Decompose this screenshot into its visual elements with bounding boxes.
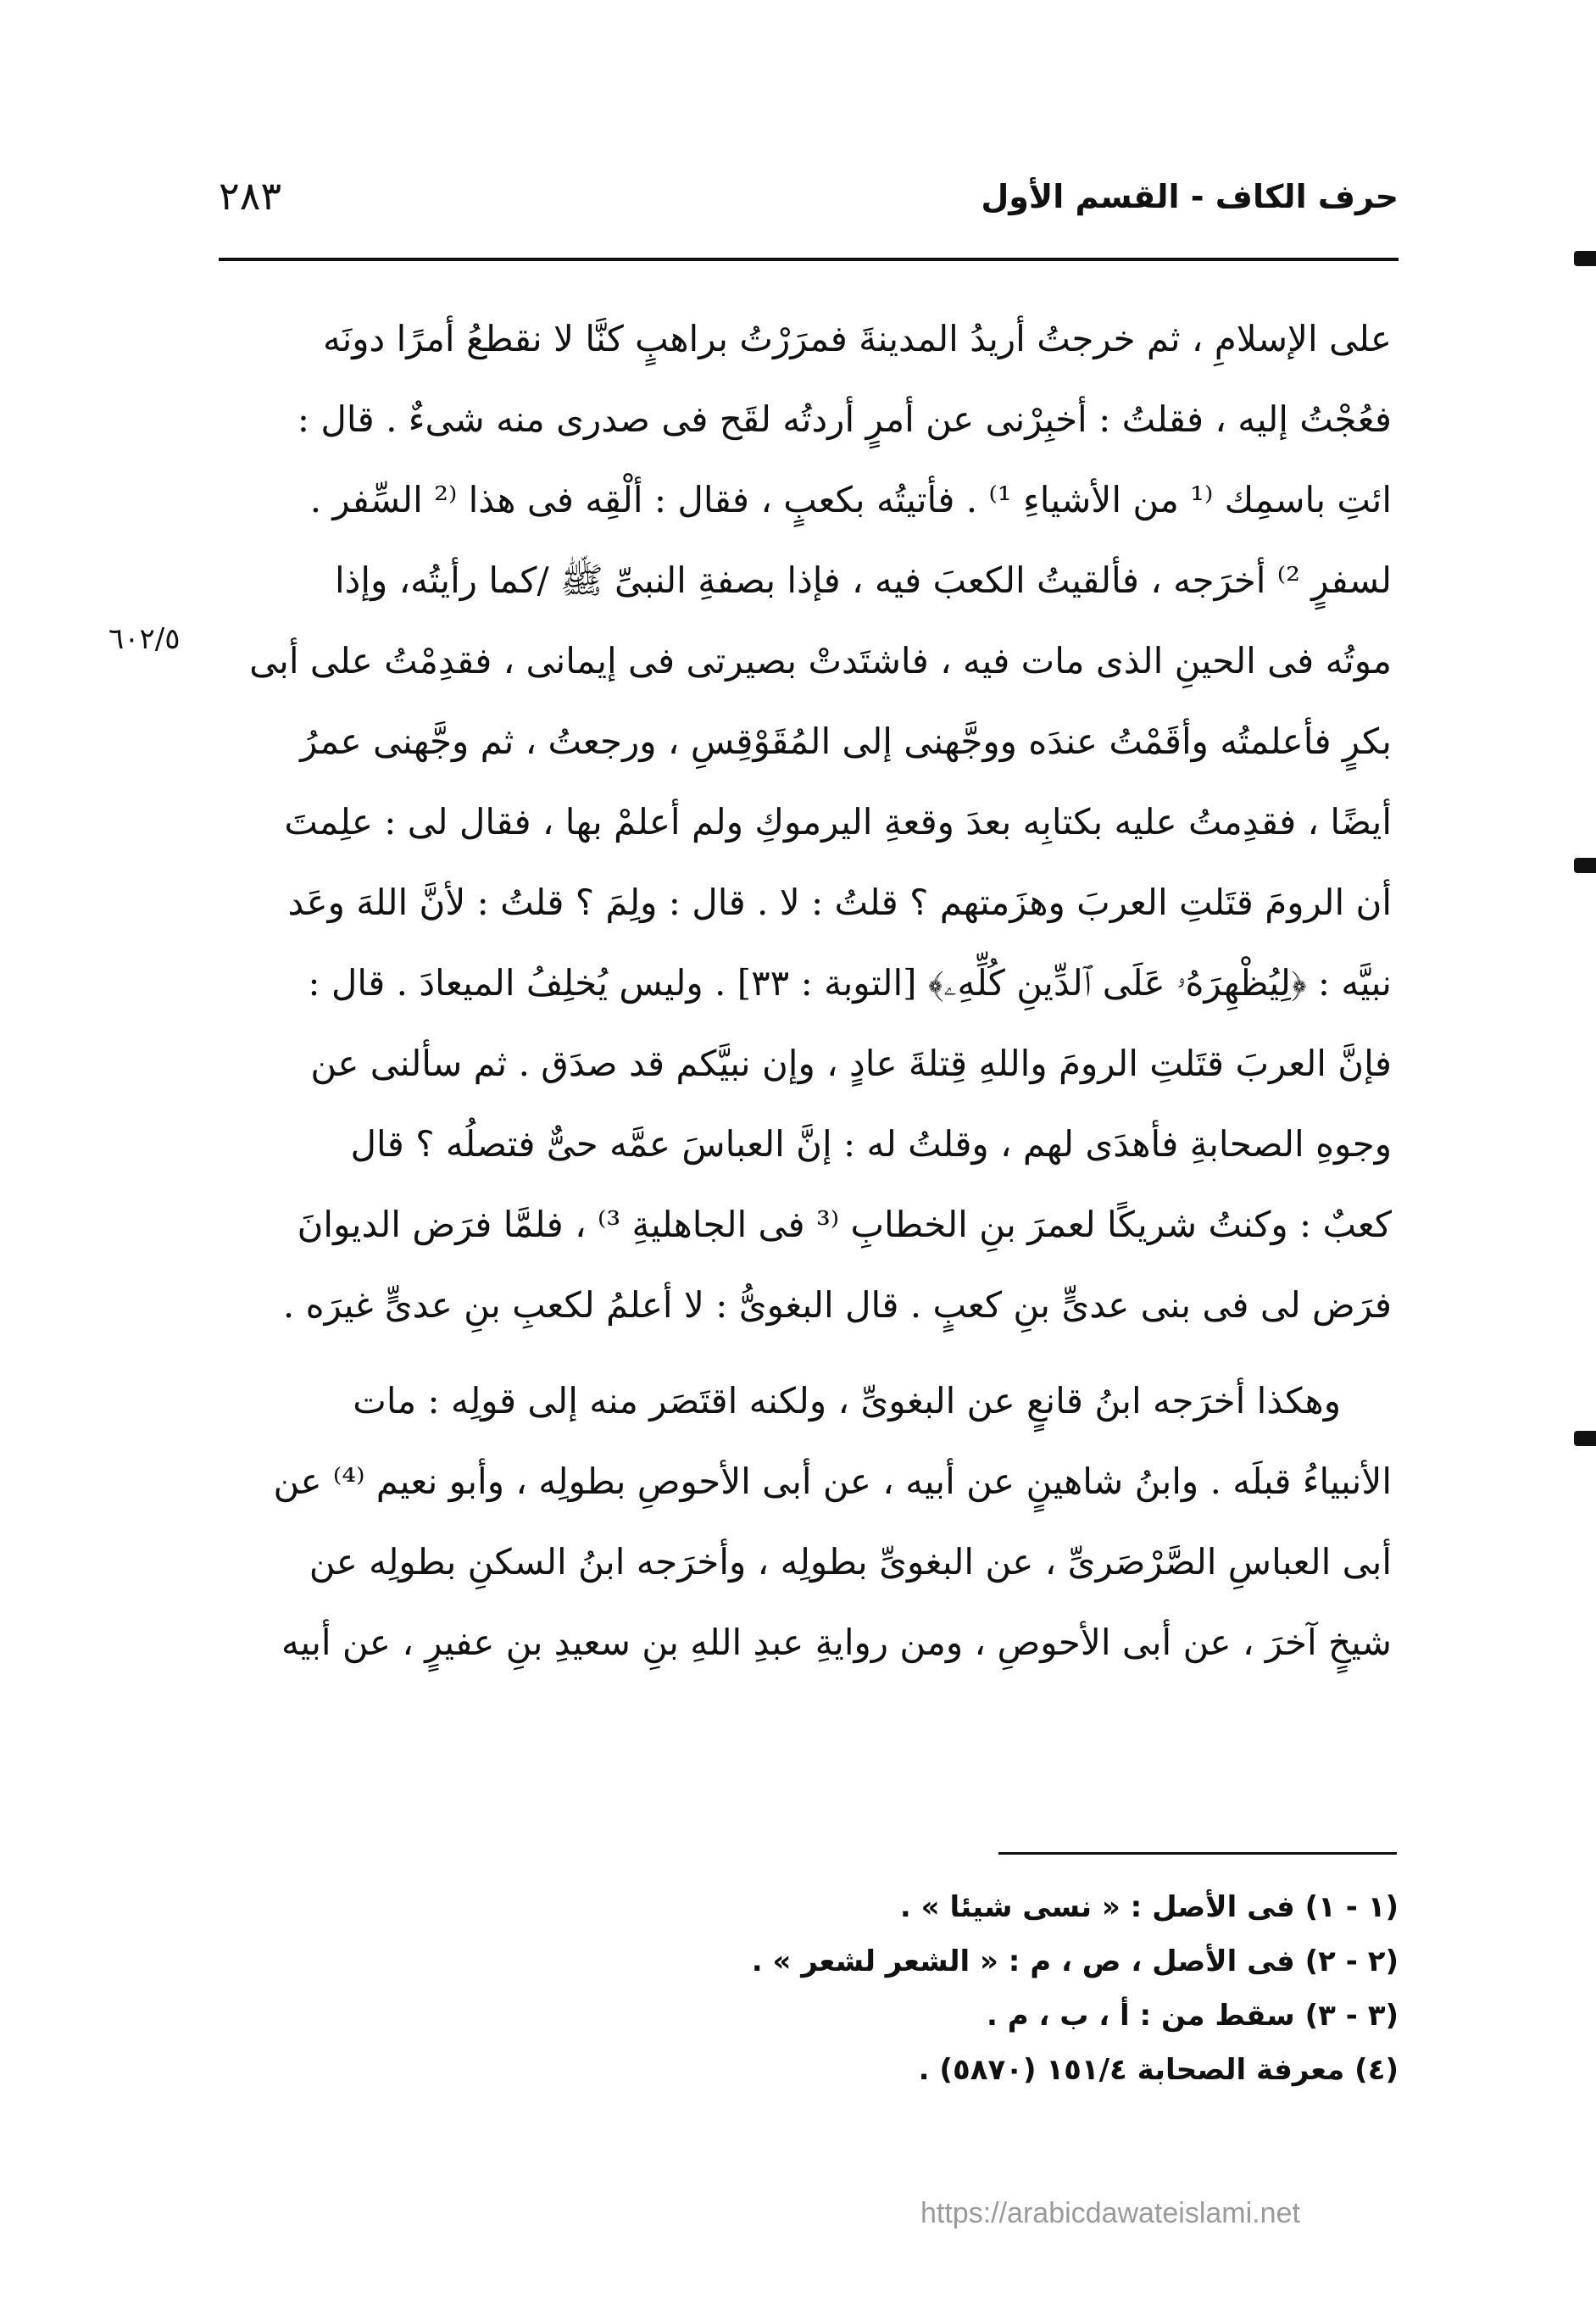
text-line: نبيَّه : ﴿لِيُظْهِرَهُۥ عَلَى ٱلدِّينِ كُلِّهِۦ﴾ [التوبة : ٣٣] . وليس يُخلِفُ الميعادَ . قال : [308,962,1392,1004]
text-line: ائتِ باسمِك ⁽¹ من الأشياءِ ¹⁾ . فأتيتُه بكعبٍ ، فقال : ألْقِه فى هذا ⁽² السِّفر . [309,479,1392,520]
text-line: فعُجْتُ إليه ، فقلتُ : أخبِرْنى عن أمرٍ أردتُه لقَح فى صدرى منه شىءٌ . قال : [297,398,1392,440]
text-line: بكرٍ فأعلمتُه وأقَمْتُ عندَه ووجَّهنى إلى المُقَوْقِسِ ، ورجعتُ ، ثم وجَّهنى عمرُ [300,720,1392,762]
scan-edge-mark [1574,1431,1596,1446]
text-line: أيضًا ، فقدِمتُ عليه بكتابِه بعدَ وقعةِ اليرموكِ ولم أعلمْ بها ، فقال لى : علِمتَ [284,801,1392,843]
text-line: أن الرومَ قتَلتِ العربَ وهزَمتهم ؟ قلتُ : لا . قال : ولِمَ ؟ قلتُ : لأنَّ اللهَ وعَد [287,882,1392,923]
text-line: الأنبياءُ قبلَه . وابنُ شاهينٍ عن أبيه ، عن أبى الأحوصِ بطولِه ، وأبو نعيم ⁽⁴⁾ عن [273,1460,1392,1502]
text-line: وهكذا أخرَجه ابنُ قانعٍ عن البغوىِّ ، ولكنه اقتَصَر منه إلى قولِه : مات [353,1380,1341,1421]
footnote: (١ - ١) فى الأصل : « نسى شيئا » . [899,1890,1399,1924]
text-line: كعبٌ : وكنتُ شريكًا لعمرَ بنِ الخطابِ ⁽³ فى الجاهليةِ ³⁾ ، فلمَّا فرَض الديوانَ [297,1204,1392,1245]
text-line: فإنَّ العربَ قتَلتِ الرومَ واللهِ قِتلةَ عادٍ ، وإن نبيَّكم قد صدَق . ثم سألنى عن [310,1043,1392,1084]
text-line: موتُه فى الحينِ الذى مات فيه ، فاشتَدتْ بصيرتى فى إيمانى ، فقدِمْتُ على أبى [249,640,1392,682]
page-header [219,170,1399,237]
footnote: (٣ - ٣) سقط من : أ ، ب ، م . [987,1999,1399,2033]
text-line: شيخٍ آخرَ ، عن أبى الأحوصِ ، ومن روايةِ عبدِ اللهِ بنِ سعيدِ بنِ عفيرٍ ، عن أبيه [281,1622,1392,1663]
footnote: (٤) معرفة الصحابة ١٥١/٤ (٥٨٧٠) . [918,2053,1399,2087]
footnotes [509,1880,1399,2097]
header-rule [219,258,1399,261]
text-line: أبى العباسِ الصَّرْصَرىِّ ، عن البغوىِّ بطولِه ، وأخرَجه ابنُ السكنِ بطولِه عن [309,1541,1392,1583]
margin-reference: ٦٠٢/٥ [108,622,181,656]
footnote: (٢ - ٢) فى الأصل ، ص ، م : « الشعر لشعر » . [751,1944,1399,1978]
text-line: فرَض لى فى بنى عدىٍّ بنِ كعبٍ . قال البغوىُّ : لا أعلمُ لكعبِ بنِ عدىٍّ غيرَه . [282,1284,1392,1326]
running-title: حرف الكاف - القسم الأول [981,178,1399,215]
scan-edge-mark [1574,858,1596,873]
page-number: ٢٨٣ [219,173,282,219]
footnote-rule [998,1852,1397,1855]
text-line: لسفرٍ ²⁾ أخرَجه ، فألقيتُ الكعبَ فيه ، فإذا بصفةِ النبىِّ ﷺ /كما رأيتُه، وإذا [334,559,1392,601]
body-text [229,298,1392,1683]
watermark-url: https://arabicdawateislami.net [920,2197,1300,2229]
text-line: على الإسلامِ ، ثم خرجتُ أريدُ المدينةَ فمرَرْتُ براهبٍ كنَّا لا نقطعُ أمرًا دونَه [323,318,1392,359]
scan-edge-mark [1574,251,1596,266]
text-line: وجوهِ الصحابةِ فأهدَى لهم ، وقلتُ له : إنَّ العباسَ عمَّه حىٌّ فتصلُه ؟ قال [350,1123,1392,1165]
